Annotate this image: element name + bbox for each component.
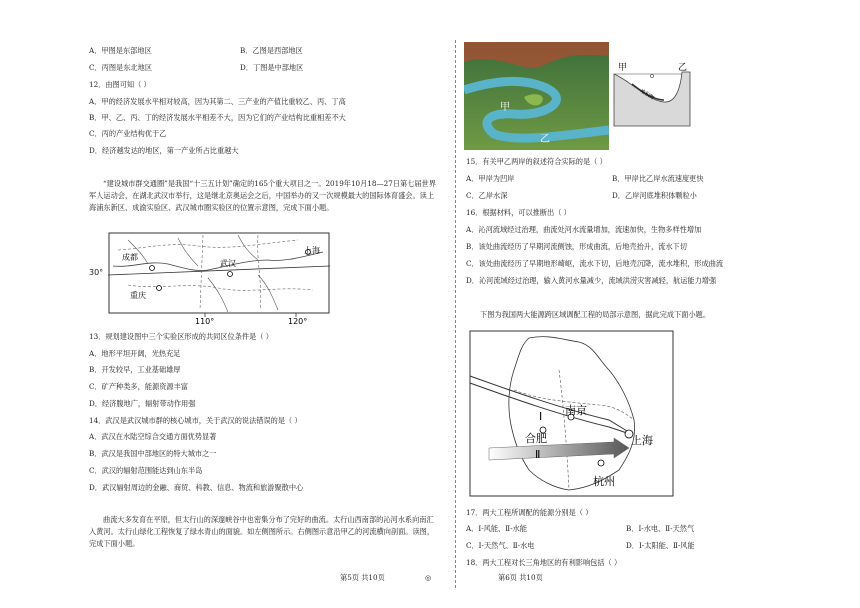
- column-divider: [455, 40, 456, 588]
- q14-option-c: C．武汉的辐射范围能达到山东半岛: [89, 466, 203, 475]
- q12-option-c: C．丙的产业结构优于乙: [89, 129, 167, 138]
- passage-3: 下图为我国两大能源跨区域调配工程的局部示意图，据此完成下面小题。: [480, 310, 711, 319]
- q12-stem: 12．由图可知（ ）: [89, 80, 151, 89]
- q14-option-b: B．武汉是我国中部地区的特大城市之一: [89, 449, 217, 458]
- q14-option-a: A．武汉在水陆空综合交通方面优势显著: [89, 432, 217, 441]
- chengdu-label: 成都: [122, 253, 138, 262]
- q12-option-a: A．甲的经济发展水平相对较高，因为其第二、三产业的产值比重较乙、丙、丁高: [89, 97, 346, 106]
- q13-option-c: C．矿产种类多，能源资源丰富: [89, 382, 188, 391]
- q13-option-b: B．开发较早，工业基础雄厚: [89, 365, 181, 374]
- meander-photo: [464, 42, 609, 150]
- shanghai-label: 上海: [631, 434, 653, 447]
- lon-110-label: 110°: [195, 317, 215, 326]
- q15-stem: 15．有关甲乙两岸的叙述符合实际的是（ ）: [466, 157, 607, 166]
- wuhan-marker: [228, 272, 233, 277]
- q13-option-a: A．地形平坦开阔，光热充足: [89, 349, 181, 358]
- q17-option-b: B．Ⅰ-水电、Ⅱ-天然气: [626, 524, 695, 533]
- q15-option-a: A．甲岸为凹岸: [466, 174, 515, 183]
- lon-120-label: 120°: [288, 317, 308, 326]
- river-cross-section: [612, 62, 692, 128]
- lat-30-label: 30°: [89, 268, 104, 277]
- route-1-label: Ⅰ: [539, 410, 543, 423]
- profile-label-jia: 甲: [618, 63, 628, 73]
- q11-option-b: B．乙图是西部地区: [240, 46, 303, 55]
- wuhan-label: 武汉: [220, 259, 236, 268]
- passage-2: 曲流大多发育在平原，但太行山的深邃峡谷中也密集分布了完好的曲流。太行山西南部的沁河水系向南汇入黄河。太行山绿化工程恢复了绿水青山的面貌。如左侧图所示。右侧图示意沿甲乙的河流横向剖面。读图，完成下面小题。: [89, 515, 435, 548]
- q16-option-a: A．沁河流域经过治理，曲流处河水流量增加，流速加快，生物多样性增加: [466, 225, 702, 234]
- q15-option-d: D．乙岸河底堆积体颗粒小: [612, 191, 697, 200]
- page-number-left: 第5页 共10页: [340, 573, 385, 582]
- q16-option-c: C．该处曲流经历了早期地形崎岖，流水下切，后地壳沉降，流水堆积，形成曲流: [466, 259, 724, 268]
- hangzhou-marker: [598, 460, 604, 466]
- nanjing-label: 南京: [565, 404, 587, 417]
- q13-stem: 13．规划建设图中三个实验区形成的共同区位条件是（ ）: [89, 332, 273, 341]
- q15-option-b: B．甲岸比乙岸水流速度更快: [612, 174, 704, 183]
- hefei-label: 合肥: [525, 432, 547, 445]
- page-center-mark: ◎: [425, 573, 432, 582]
- q17-option-d: D．Ⅰ-太阳能、Ⅱ-风能: [626, 541, 695, 550]
- energy-transfer-map: [469, 330, 674, 497]
- photo-label-jia: 甲: [500, 102, 510, 113]
- china-experiment-zones-map: [108, 230, 330, 326]
- page-number-right: 第6页 共10页: [498, 573, 543, 582]
- q11-option-a: A．甲图是东部地区: [89, 46, 152, 55]
- shanghai-label: 上海: [304, 246, 320, 255]
- passage-1: “建设城市群交通圈”是我国“十三五计划”确定的165个重大项目之一。2019年10月18—27日第七届世界军人运动会，在湖北武汉市举行，这是继北京奥运会之后，中国举办的又一次规模最大的国际体育盛会。读上海浦东新区、成渝实验区、武汉城市圈实验区的位置示意图，完成下面小题。: [89, 179, 436, 212]
- q14-stem: 14．武汉是武汉城市群的核心城市，关于武汉的说法错误的是（ ）: [89, 416, 302, 425]
- q15-option-c: C．乙岸水深: [466, 191, 508, 200]
- q18-stem: 18．两大工程对长三角地区的有利影响包括（ ）: [466, 558, 622, 567]
- q16-option-d: D．沁河流域经过治理，输入黄河水量减少，流域洪涝灾害减轻，航运能力增强: [466, 276, 717, 285]
- profile-label-yi: 乙: [678, 63, 688, 73]
- q17-option-a: A．Ⅰ-风能、Ⅱ-水能: [466, 524, 527, 533]
- hangzhou-label: 杭州: [593, 475, 615, 488]
- q13-option-d: D．经济腹地广，辐射带动作用强: [89, 399, 196, 408]
- q11-option-d: D．丁图是中部地区: [240, 63, 304, 72]
- q17-option-c: C．Ⅰ-天然气、Ⅱ-水电: [466, 541, 535, 550]
- photo-label-yi: 乙: [540, 134, 550, 145]
- chongqing-marker: [157, 286, 162, 291]
- chongqing-label: 重庆: [130, 291, 146, 300]
- q16-stem: 16．根据材料，可以推断出（ ）: [466, 208, 571, 217]
- q11-option-c: C．丙图是东北地区: [89, 63, 153, 72]
- q14-option-d: D．武汉辐射周边的金融、商贸、科教、信息、物流和旅游聚散中心: [89, 483, 304, 492]
- q16-option-b: B．该处曲流经历了早期河流侧蚀，形成曲流，后地壳抬升，流水下切: [466, 242, 687, 251]
- route-2-label: Ⅱ: [535, 448, 541, 461]
- q12-option-d: D．经济越发达的地区，第一产业所占比重越大: [89, 146, 239, 155]
- chengdu-marker: [150, 266, 155, 271]
- sediment-label: 堆积物: [639, 88, 656, 102]
- q17-stem: 17．两大工程所调配的能源分别是（ ）: [466, 508, 593, 517]
- q12-option-b: B．甲、乙、丙、丁的经济发展水平相差不大，因为它们的产业结构比重相差不大: [89, 113, 346, 122]
